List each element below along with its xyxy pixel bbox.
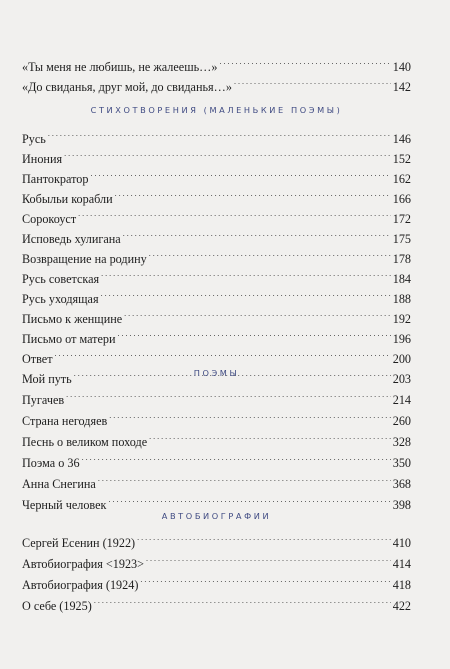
dot-leader xyxy=(78,203,391,223)
toc-entry xyxy=(22,123,411,146)
toc-entry xyxy=(22,405,411,428)
dot-leader xyxy=(149,243,391,263)
entry-page: 140 xyxy=(392,60,411,74)
entry-page: 398 xyxy=(392,498,411,512)
toc-entry xyxy=(22,283,411,306)
entry-title: Пантократор xyxy=(22,172,89,186)
entry-title: Сергей Есенин (1922) xyxy=(22,536,136,550)
entry-page: 260 xyxy=(392,414,411,428)
section-heading: АВТОБИОГРАФИИ xyxy=(161,511,272,521)
dot-leader xyxy=(90,163,390,183)
entry-page: 152 xyxy=(392,152,411,166)
entry-page: 166 xyxy=(392,192,411,206)
toc-entry xyxy=(22,183,411,206)
dot-leader xyxy=(55,343,391,363)
toc-entry xyxy=(22,548,411,571)
entry-page: 350 xyxy=(392,456,411,470)
toc-entry xyxy=(22,303,411,326)
entry-title: Черный человек xyxy=(22,498,107,512)
entry-title: Анна Снегина xyxy=(22,477,96,491)
dot-leader xyxy=(124,303,391,323)
entry-title: Письмо от матери xyxy=(22,332,116,346)
dot-leader xyxy=(137,527,391,547)
entry-title: Возвращение на родину xyxy=(22,252,147,266)
entry-page: 328 xyxy=(392,435,411,449)
dot-leader xyxy=(101,283,391,303)
entry-title: Русь уходящая xyxy=(22,292,99,306)
dot-leader xyxy=(146,548,391,568)
entry-title: Ответ xyxy=(22,352,53,366)
dot-leader xyxy=(108,489,390,509)
toc-entry xyxy=(22,263,411,286)
dot-leader xyxy=(101,263,391,283)
entry-page: 142 xyxy=(392,80,411,94)
toc-entry xyxy=(22,203,411,226)
dot-leader xyxy=(66,384,391,404)
toc-entry xyxy=(22,323,411,346)
toc-entry xyxy=(22,71,411,94)
entry-title: Мой путь xyxy=(22,372,72,386)
dot-leader xyxy=(48,123,391,143)
entry-title: Письмо к женщине xyxy=(22,312,123,326)
entry-page: 418 xyxy=(392,578,411,592)
entry-title: Поэма о 36 xyxy=(22,456,80,470)
dot-leader xyxy=(140,569,390,589)
entry-title: «Ты меня не любишь, не жалеешь…» xyxy=(22,60,218,74)
entry-title: «До свиданья, друг мой, до свиданья…» xyxy=(22,80,232,94)
entry-title: О себе (1925) xyxy=(22,599,92,613)
entry-title: Песнь о великом походе xyxy=(22,435,148,449)
entry-title: Исповедь хулигана xyxy=(22,232,121,246)
entry-page: 146 xyxy=(392,132,411,146)
dot-leader xyxy=(234,71,391,91)
dot-leader xyxy=(98,468,391,488)
entry-page: 368 xyxy=(392,477,411,491)
section-heading: СТИХОТВОРЕНИЯ (МАЛЕНЬКИЕ ПОЭМЫ) xyxy=(90,105,343,115)
entry-page: 410 xyxy=(392,536,411,550)
dot-leader xyxy=(115,183,391,203)
dot-leader xyxy=(94,590,391,610)
entry-page: 414 xyxy=(392,557,411,571)
entry-title: Кобыльи корабли xyxy=(22,192,113,206)
toc-entry xyxy=(22,426,411,449)
toc-entry xyxy=(22,489,411,512)
toc-entry xyxy=(22,223,411,246)
entry-title: Пугачев xyxy=(22,393,65,407)
dot-leader xyxy=(64,143,391,163)
dot-leader xyxy=(82,447,391,467)
entry-page: 184 xyxy=(392,272,411,286)
toc-entry xyxy=(22,51,411,74)
toc-entry xyxy=(22,384,411,407)
toc-entry xyxy=(22,569,411,592)
toc-entry xyxy=(22,590,411,613)
toc-entry xyxy=(22,468,411,491)
dot-leader xyxy=(123,223,391,243)
entry-page: 422 xyxy=(392,599,411,613)
entry-title: Автобиография (1924) xyxy=(22,578,139,592)
toc-entry xyxy=(22,343,411,366)
entry-page: 178 xyxy=(392,252,411,266)
dot-leader xyxy=(149,426,391,446)
entry-page: 203 xyxy=(392,372,411,386)
entry-page: 188 xyxy=(392,292,411,306)
entry-title: Сорокоуст xyxy=(22,212,77,226)
entry-page: 172 xyxy=(392,212,411,226)
entry-title: Русь советская xyxy=(22,272,100,286)
entry-page: 175 xyxy=(392,232,411,246)
entry-title: Страна негодяев xyxy=(22,414,108,428)
entry-title: Русь xyxy=(22,132,46,146)
section-heading: ПОЭМЫ xyxy=(193,368,240,378)
entry-page: 192 xyxy=(392,312,411,326)
toc-entry xyxy=(22,447,411,470)
toc-entry xyxy=(22,243,411,266)
toc-entry xyxy=(22,163,411,186)
entry-title: Инония xyxy=(22,152,63,166)
dot-leader xyxy=(109,405,390,425)
dot-leader xyxy=(219,51,390,71)
entry-page: 162 xyxy=(392,172,411,186)
toc-entry xyxy=(22,143,411,166)
entry-title: Автобиография <1923> xyxy=(22,557,145,571)
entry-page: 214 xyxy=(392,393,411,407)
entry-page: 200 xyxy=(392,352,411,366)
dot-leader xyxy=(118,323,391,343)
entry-page: 196 xyxy=(392,332,411,346)
toc-entry xyxy=(22,527,411,550)
